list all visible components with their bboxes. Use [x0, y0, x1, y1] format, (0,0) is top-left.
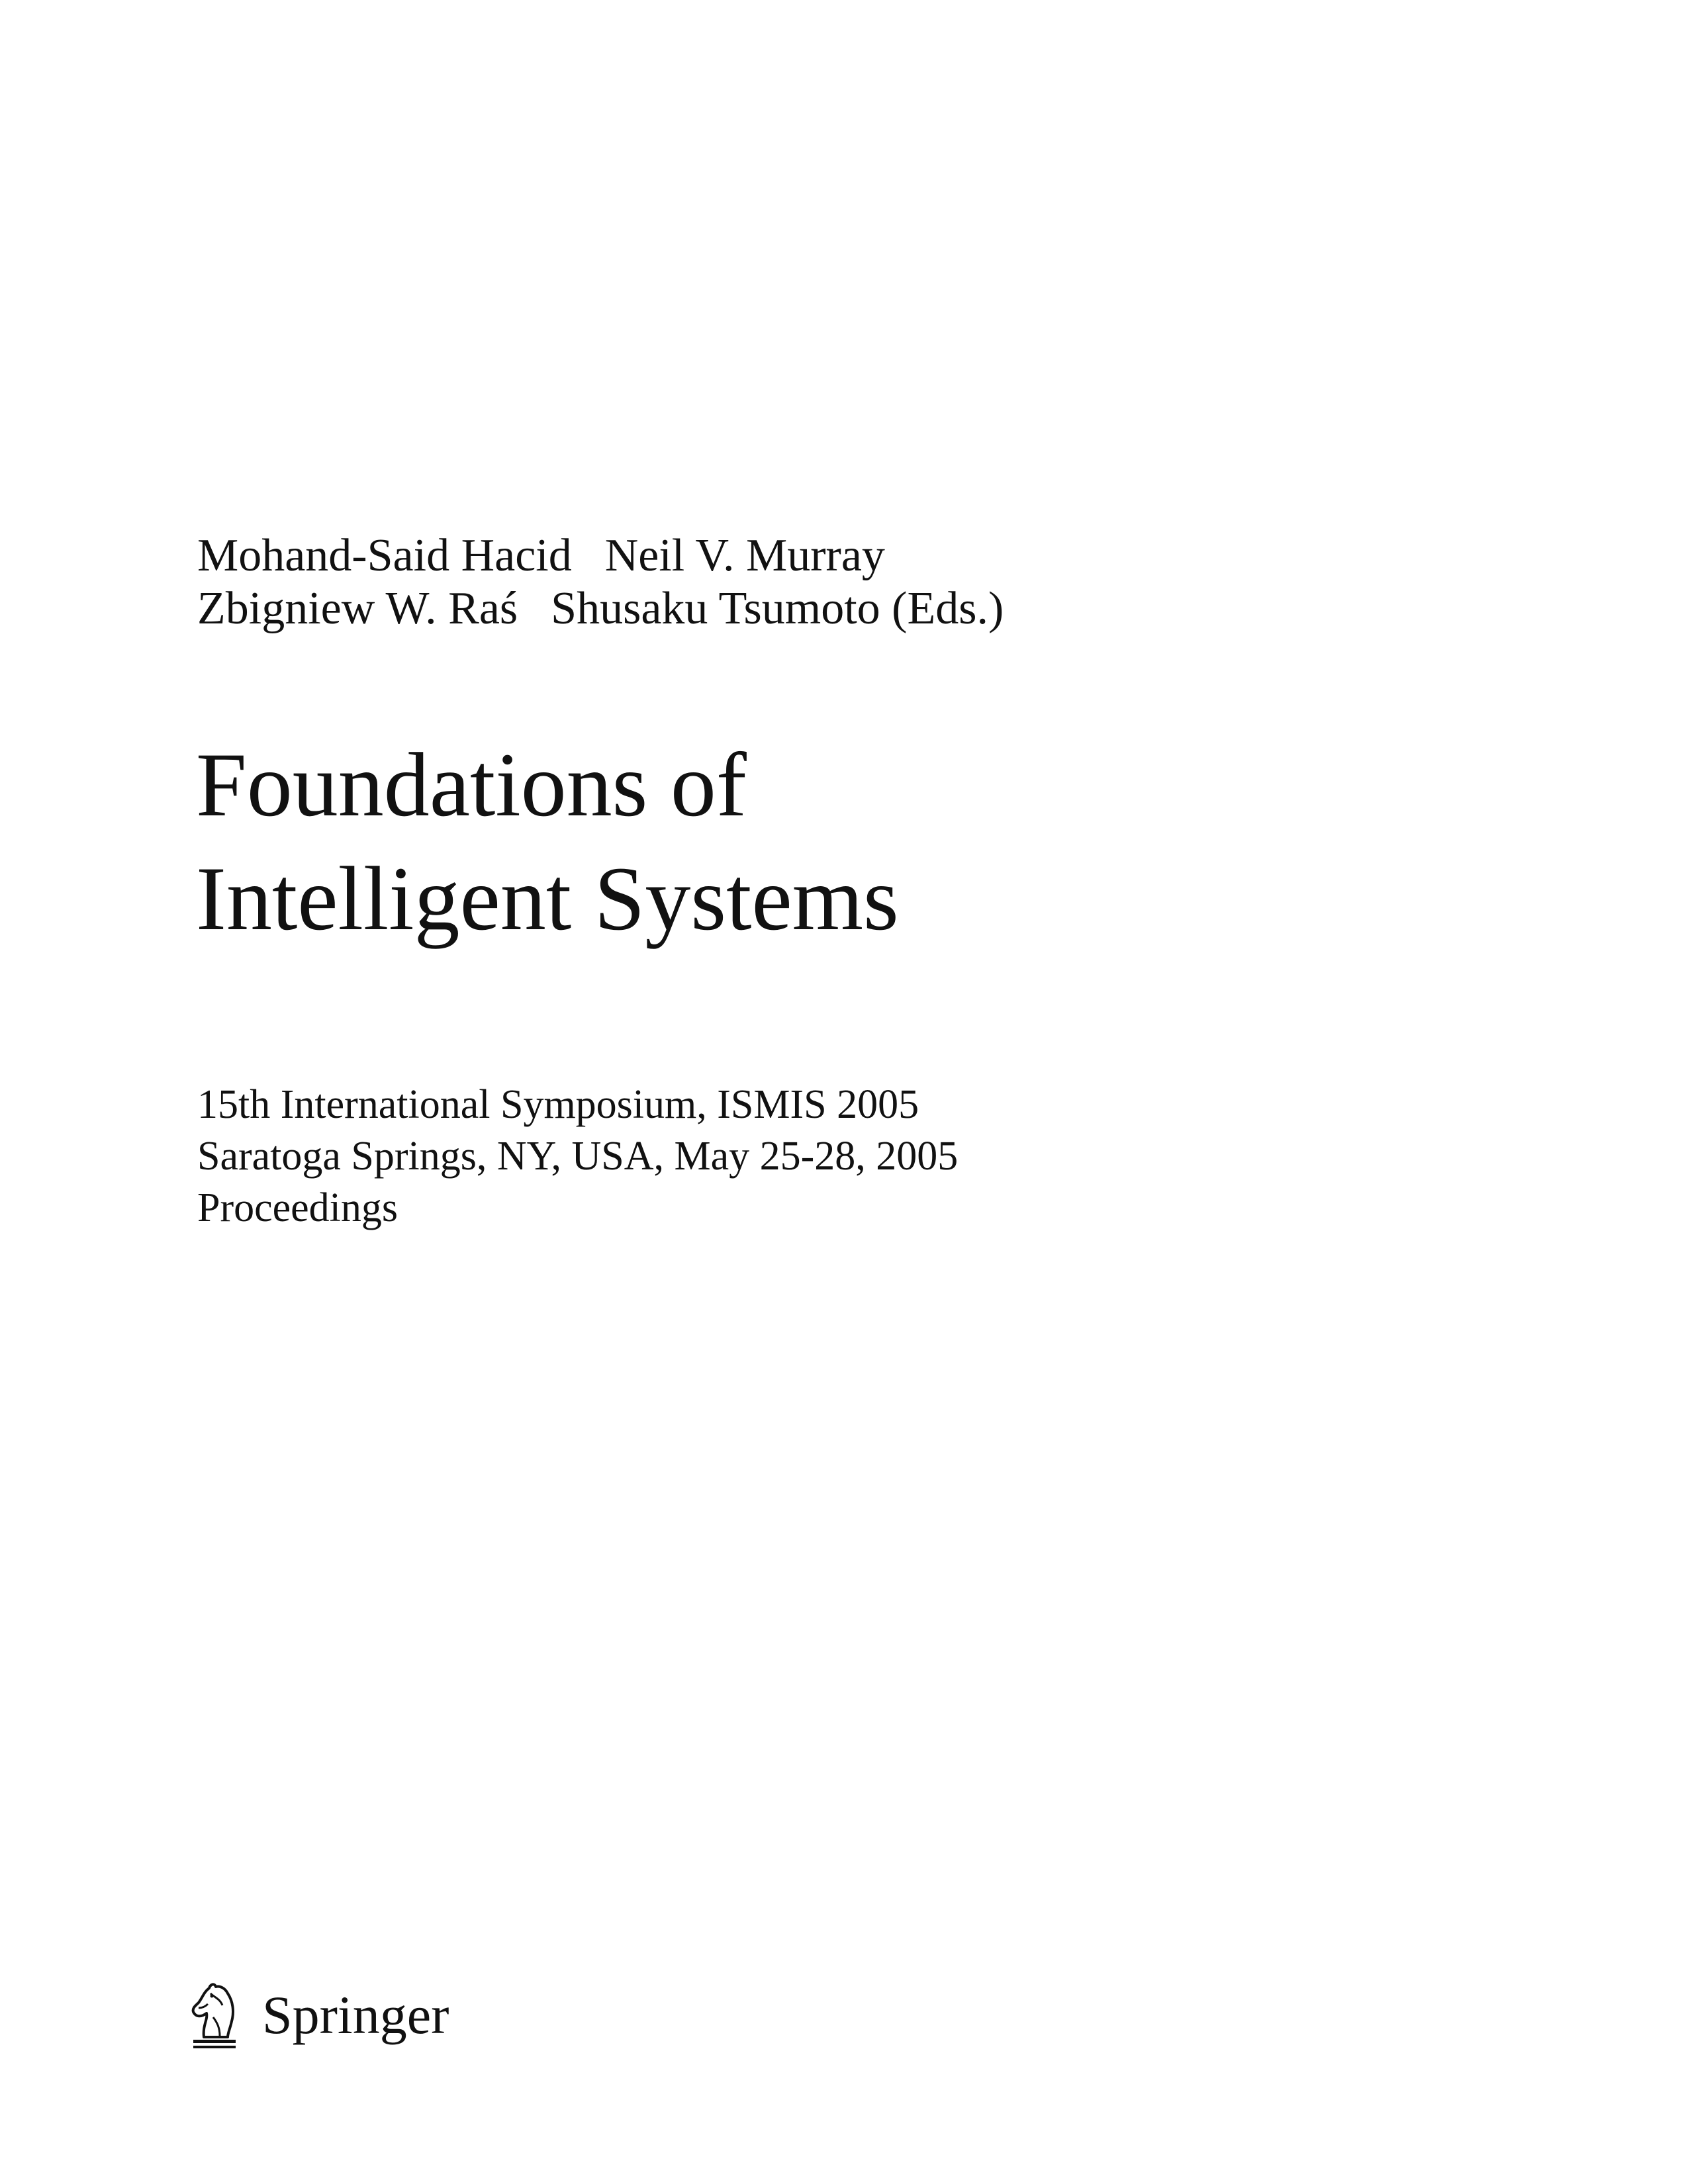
- subtitle-line-2: Saratoga Springs, NY, USA, May 25-28, 2005: [197, 1134, 959, 1179]
- subtitle-line-3: Proceedings: [197, 1185, 399, 1230]
- springer-horse-icon: [184, 1979, 244, 2052]
- editor-name: Mohand-Said Hacid: [197, 530, 572, 581]
- title-line-2: Intelligent Systems: [196, 848, 899, 949]
- publisher: [184, 1979, 449, 2052]
- editor-name: Zbigniew W. Raś: [197, 583, 518, 634]
- publisher-name: Springer: [262, 1985, 449, 2045]
- editors-line-2: [197, 582, 1004, 635]
- title-line-1: Foundations of: [196, 734, 747, 835]
- editors-line-1: [197, 529, 1004, 582]
- editor-name: Shusaku Tsumoto (Eds.): [551, 583, 1004, 634]
- editors-block: [197, 529, 1004, 635]
- book-title: [196, 728, 899, 956]
- book-subtitle: [197, 1079, 958, 1234]
- subtitle-line-1: 15th International Symposium, ISMIS 2005: [197, 1082, 919, 1127]
- editor-name: Neil V. Murray: [604, 530, 885, 581]
